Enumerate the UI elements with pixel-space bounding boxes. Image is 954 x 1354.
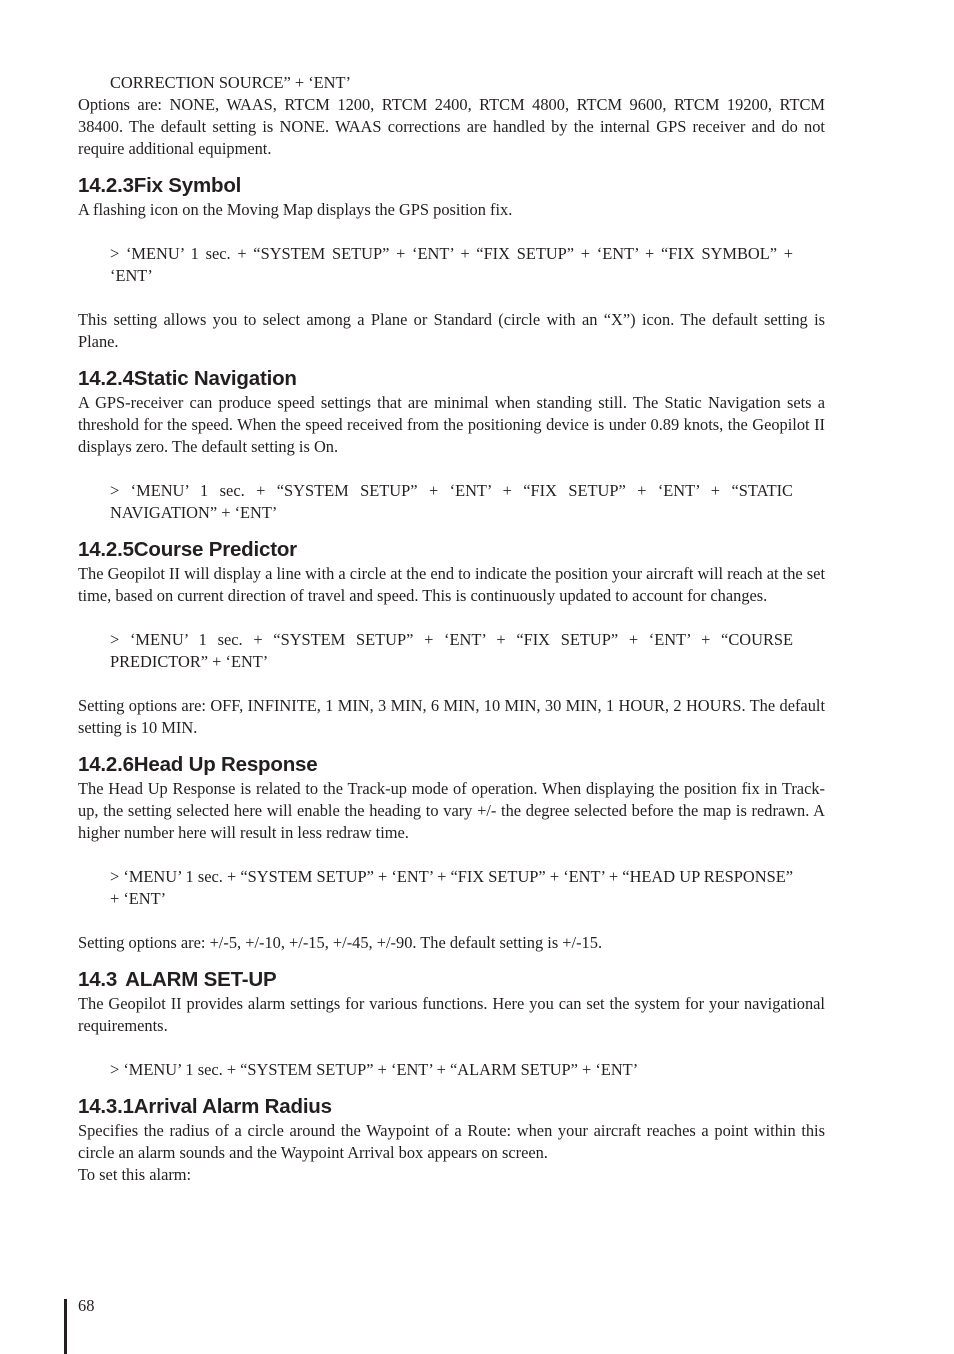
page-number: 68 <box>78 1296 95 1315</box>
paragraph: Specifies the radius of a circle around the Waypoint of a Route: when your aircraft reaches a point within this circle an alarm sounds and the Waypoint Arrival box appears on screen. <box>78 1121 825 1162</box>
section-heading-static-navigation <box>78 366 825 392</box>
section-title: Arrival Alarm Radius <box>133 1095 332 1118</box>
section-title: Course Predictor <box>133 538 297 561</box>
paragraph: This setting allows you to select among a Plane or Standard (circle with an “X”) icon. The default setting is Plane. <box>78 310 825 351</box>
paragraph: Setting options are: +/-5, +/-10, +/-15, +/-45, +/-90. The default setting is +/-15. <box>78 933 603 952</box>
paragraph: The Geopilot II will display a line with a circle at the end to indicate the position your aircraft will reach at the set time, based on current direction of travel and speed. This is continuously updated to account for changes. <box>78 564 825 605</box>
section-heading-head-up-response <box>78 752 825 778</box>
section-title: ALARM SET-UP <box>125 968 277 991</box>
section-heading-course-predictor <box>78 537 825 563</box>
footer-rule <box>64 1299 67 1354</box>
section-heading-arrival-alarm-radius <box>78 1094 825 1120</box>
page-content <box>78 72 825 1186</box>
section-number: 14.2.5 <box>78 538 134 561</box>
paragraph: A GPS-receiver can produce speed settings that are minimal when standing still. The Static Navigation sets a threshold for the speed. When the speed received from the positioning device is under 0.89 knots, the Geopilot II displays zero. The default setting is On. <box>78 393 825 456</box>
section-title: Fix Symbol <box>133 174 242 197</box>
section-number: 14.2.3 <box>78 174 134 197</box>
paragraph: The Geopilot II provides alarm settings for various functions. Here you can set the system for your navigational requirements. <box>78 994 825 1035</box>
section-title: Static Navigation <box>133 367 297 390</box>
section-heading-fix-symbol <box>78 173 825 199</box>
section-number: 14.2.6 <box>78 753 134 776</box>
command-line: > ‘MENU’ 1 sec. + “SYSTEM SETUP” + ‘ENT’ + “FIX SETUP” + ‘ENT’ + “COURSE PREDICTOR” + ‘ENT’ <box>110 630 793 671</box>
command-line: > ‘MENU’ 1 sec. + “SYSTEM SETUP” + ‘ENT’ + “FIX SETUP” + ‘ENT’ + “STATIC NAVIGATION” + ‘ENT’ <box>110 481 793 522</box>
paragraph: The Head Up Response is related to the Track-up mode of operation. When displaying the position fix in Track-up, the setting selected here will enable the heading to vary +/- the degree selected before the map is redrawn. A higher number here will result in less redraw time. <box>78 779 825 842</box>
command-line: > ‘MENU’ 1 sec. + “SYSTEM SETUP” + ‘ENT’ + “ALARM SETUP” + ‘ENT’ <box>110 1060 639 1079</box>
paragraph: To set this alarm: <box>78 1165 192 1184</box>
section-heading-alarm-setup <box>78 967 825 993</box>
command-line: CORRECTION SOURCE” + ‘ENT’ <box>110 73 351 92</box>
section-number: 14.3 <box>78 968 118 991</box>
command-line: > ‘MENU’ 1 sec. + “SYSTEM SETUP” + ‘ENT’ + “FIX SETUP” + ‘ENT’ + “FIX SYMBOL” + ‘ENT’ <box>110 244 793 285</box>
command-line: > ‘MENU’ 1 sec. + “SYSTEM SETUP” + ‘ENT’ + “FIX SETUP” + ‘ENT’ + “HEAD UP RESPONSE” + ‘ENT’ <box>110 867 793 908</box>
section-number: 14.2.4 <box>78 367 134 390</box>
section-number: 14.3.1 <box>78 1095 134 1118</box>
section-title: Head Up Response <box>133 753 318 776</box>
paragraph: Options are: NONE, WAAS, RTCM 1200, RTCM 2400, RTCM 4800, RTCM 9600, RTCM 19200, RTCM 38400. The default setting is NONE. WAAS corrections are handled by the internal GPS receiver and do not require additional equipment. <box>78 95 825 158</box>
paragraph: Setting options are: OFF, INFINITE, 1 MIN, 3 MIN, 6 MIN, 10 MIN, 30 MIN, 1 HOUR, 2 HOURS. The default setting is 10 MIN. <box>78 696 825 737</box>
paragraph: A flashing icon on the Moving Map displays the GPS position fix. <box>78 200 513 219</box>
